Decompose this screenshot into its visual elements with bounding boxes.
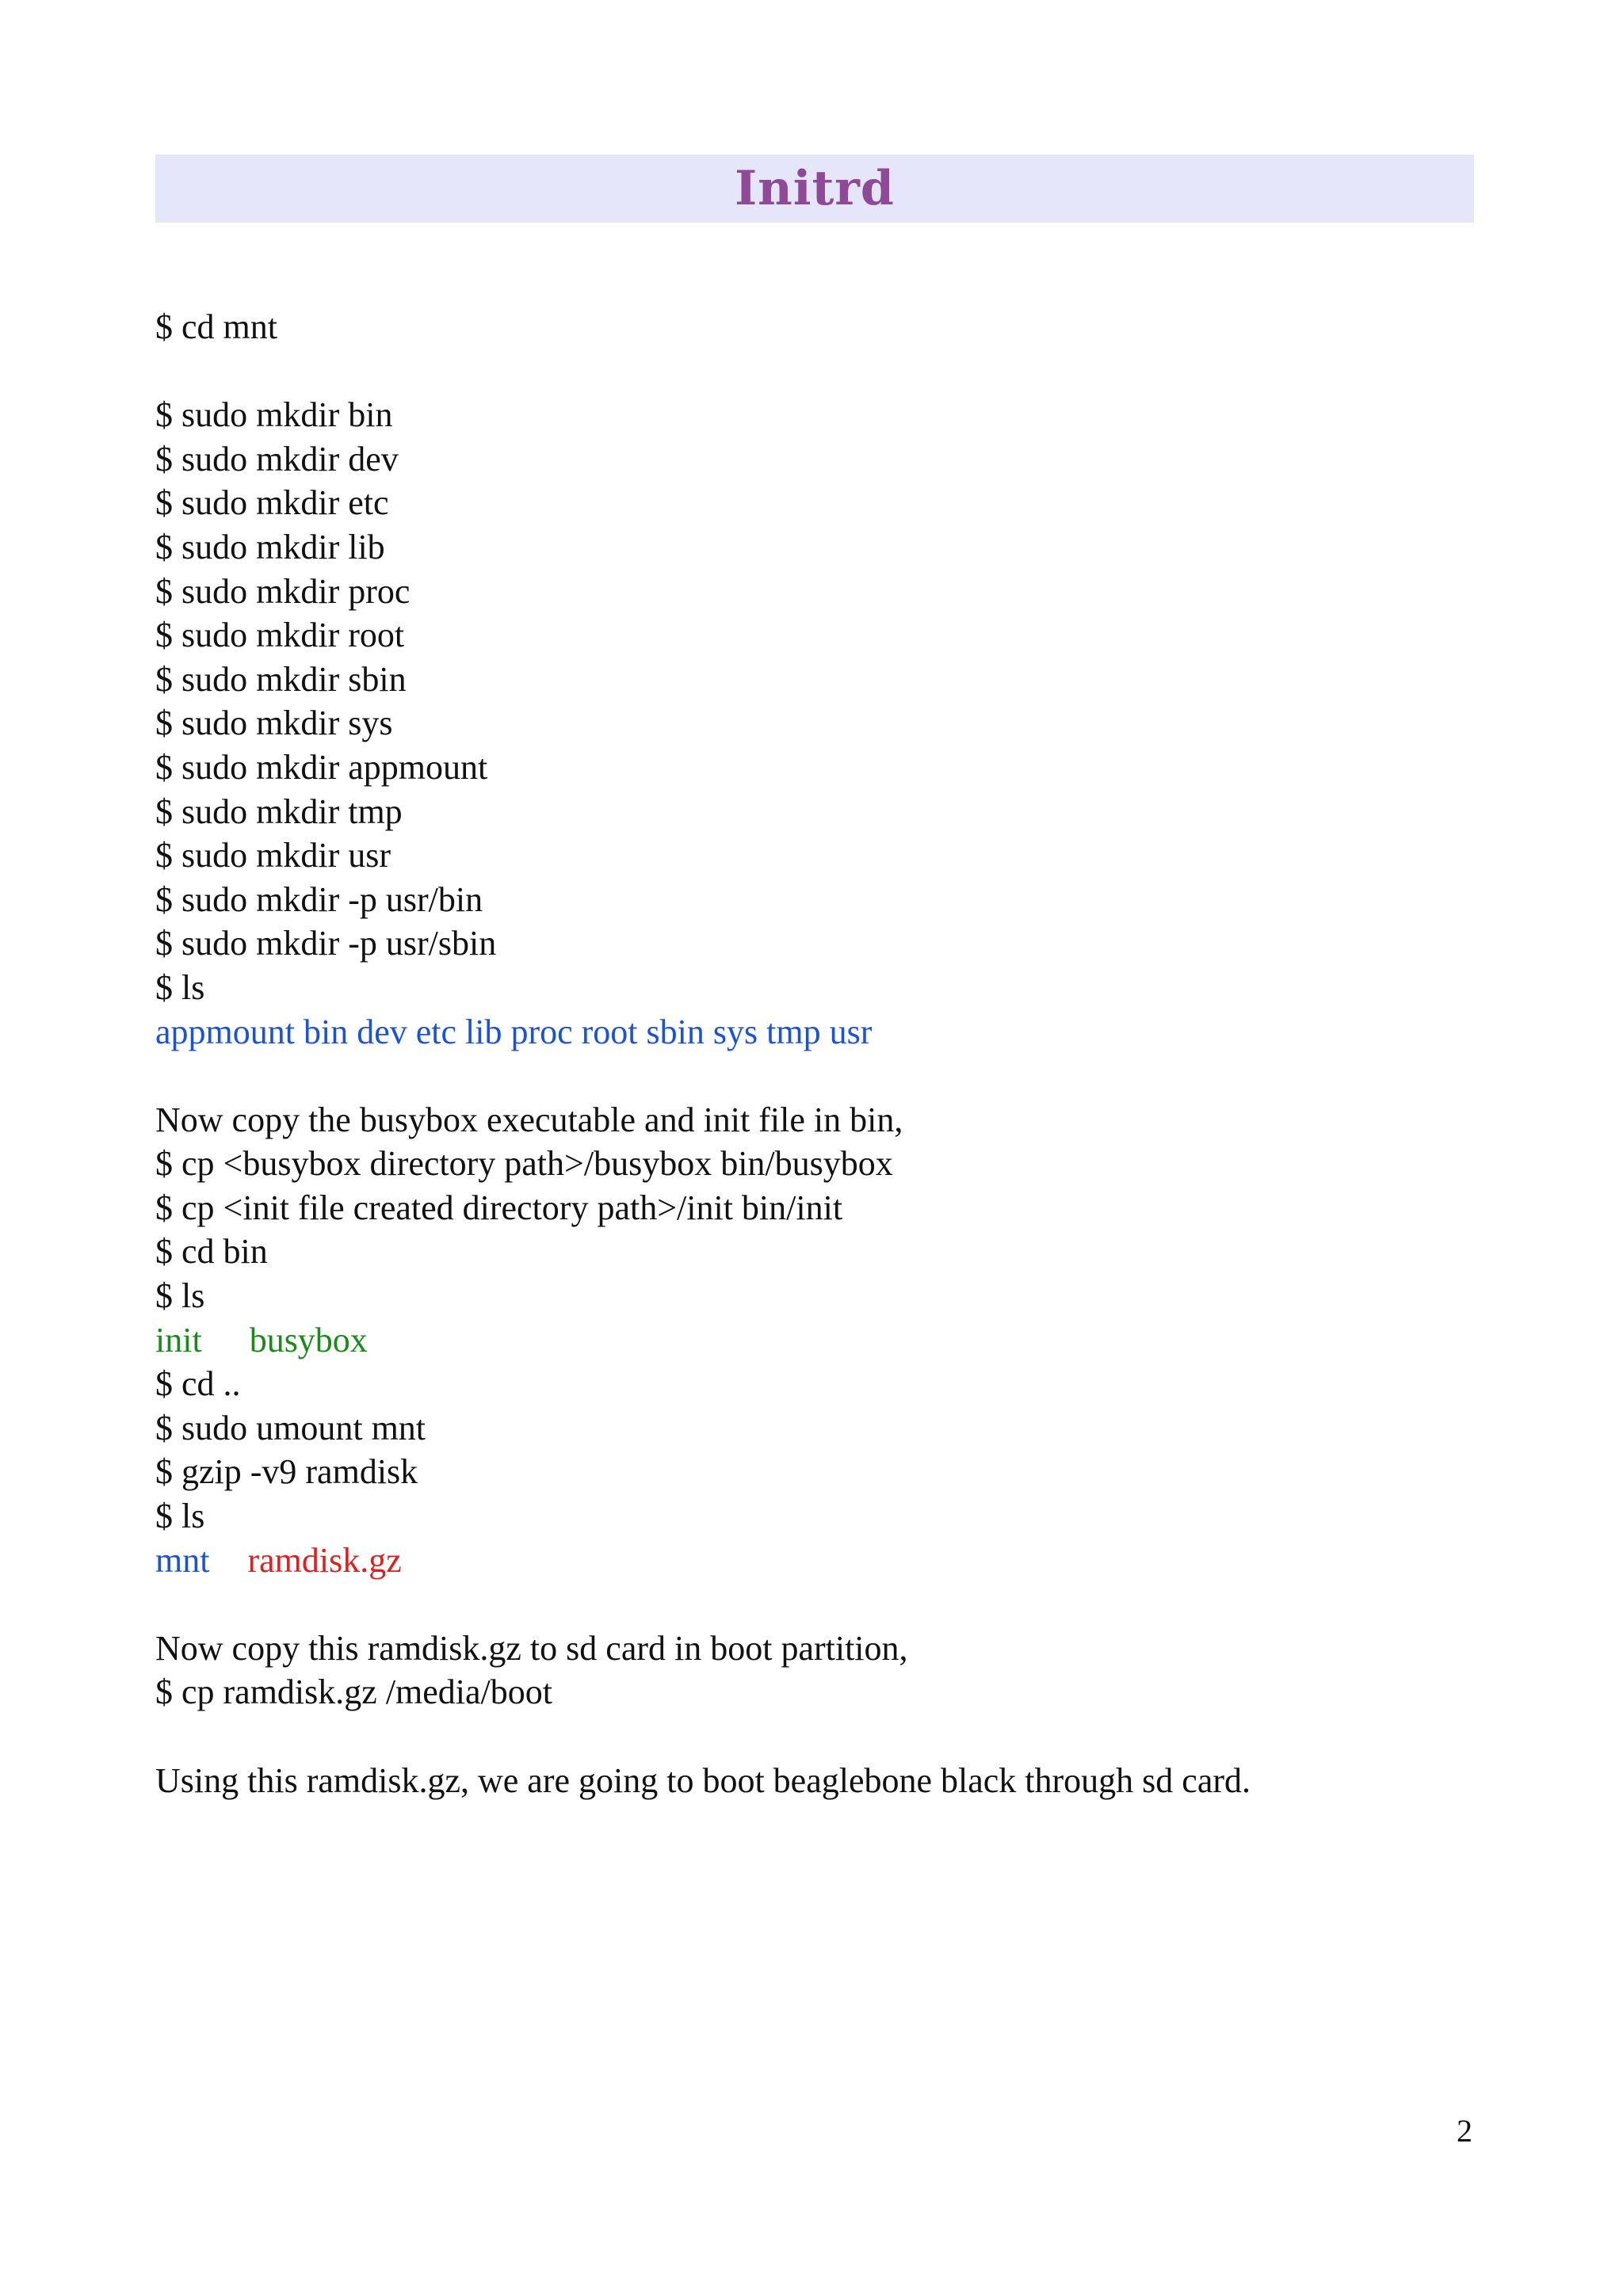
ls-item-busybox: busybox [249, 1320, 368, 1360]
ls-output-directories: appmount bin dev etc lib proc root sbin sys tmp usr [155, 1012, 873, 1051]
ls-output-bin [155, 1318, 1487, 1363]
blank-line [155, 1054, 1487, 1098]
command-line: $ cp <busybox directory path>/busybox bin/busybox [155, 1144, 893, 1184]
blank-line [155, 349, 1487, 394]
instruction-line: Using this ramdisk.gz, we are going to boot beaglebone black through sd card. [155, 1760, 1251, 1800]
title-band [155, 154, 1474, 223]
document-body [155, 305, 1487, 1802]
command-line: $ sudo mkdir bin [155, 395, 393, 435]
command-line: $ cd bin [155, 1232, 268, 1272]
command-line: $ sudo mkdir etc [155, 483, 389, 523]
ls-item-ramdisk: ramdisk.gz [247, 1540, 402, 1580]
command-line: $ cd mnt [155, 307, 277, 346]
blank-line [155, 1582, 1487, 1627]
instruction-line: Now copy this ramdisk.gz to sd card in boot partition, [155, 1628, 908, 1668]
ls-item-init: init [155, 1320, 202, 1360]
command-line: $ sudo umount mnt [155, 1408, 426, 1447]
command-line: $ cd .. [155, 1364, 241, 1404]
command-line: $ sudo mkdir usr [155, 836, 391, 875]
command-line: $ sudo mkdir -p usr/sbin [155, 924, 497, 963]
page-number: 2 [1457, 2113, 1472, 2149]
command-line: $ ls [155, 967, 205, 1007]
command-line: $ sudo mkdir appmount [155, 747, 488, 787]
ls-output-root [155, 1539, 1487, 1583]
command-line: $ sudo mkdir sbin [155, 659, 407, 699]
command-line: $ sudo mkdir tmp [155, 791, 403, 831]
command-line: $ gzip -v9 ramdisk [155, 1452, 418, 1492]
command-line: $ sudo mkdir dev [155, 439, 399, 479]
command-line: $ sudo mkdir sys [155, 704, 393, 743]
command-line: $ cp <init file created directory path>/init bin/init [155, 1188, 843, 1227]
command-line: $ ls [155, 1497, 205, 1536]
command-line: $ sudo mkdir proc [155, 571, 411, 611]
page-title: Initrd [735, 161, 895, 216]
command-line: $ ls [155, 1276, 205, 1316]
command-line: $ sudo mkdir -p usr/bin [155, 879, 483, 919]
command-line: $ sudo mkdir root [155, 616, 405, 655]
ls-item-mnt: mnt [155, 1540, 210, 1580]
blank-line [155, 1714, 1487, 1759]
instruction-line: Now copy the busybox executable and init file in bin, [155, 1100, 903, 1139]
command-line: $ cp ramdisk.gz /media/boot [155, 1672, 552, 1712]
command-line: $ sudo mkdir lib [155, 527, 385, 566]
